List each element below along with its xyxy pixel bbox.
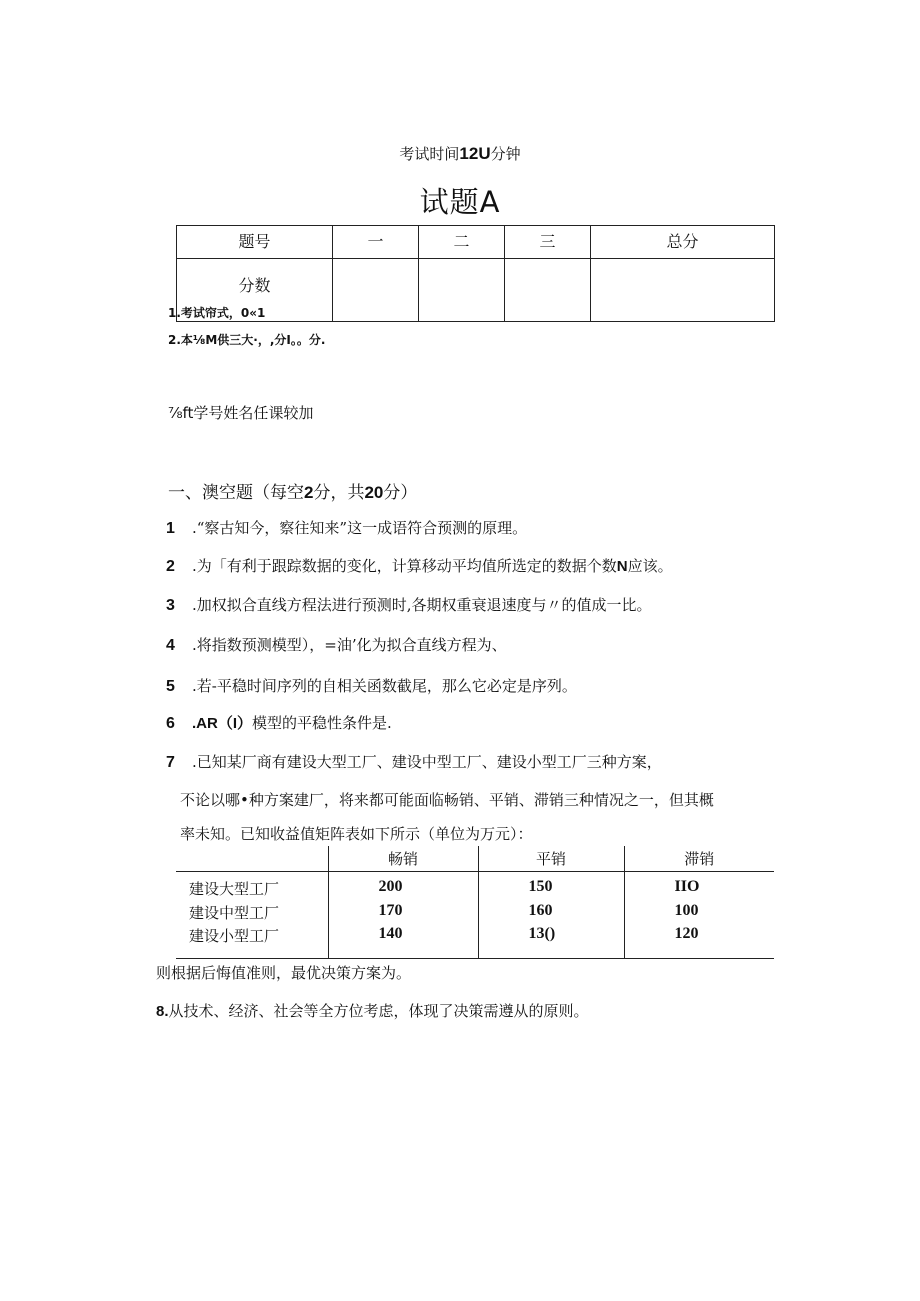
question-text-end: 应该。 <box>627 557 673 575</box>
cell-poor: 100 <box>624 902 774 925</box>
question-7 <box>166 751 662 772</box>
score-header-1: 一 <box>333 226 419 259</box>
question-6 <box>166 712 392 733</box>
section-points-each: 2 <box>304 483 314 502</box>
cell-fair: 13() <box>478 925 624 959</box>
payoff-table-bottom-rule <box>176 958 774 959</box>
cell-poor: IIO <box>624 872 774 903</box>
payoff-header-blank <box>176 846 328 872</box>
question-number: 4 <box>166 637 175 654</box>
cell-fair: 150 <box>478 872 624 903</box>
question-7-line-2: 不论以哪•种方案建厂，将来都可能面临畅销、平销、滞销三种情况之一，但其概 <box>180 791 714 809</box>
question-number: 7 <box>166 754 175 771</box>
question-5 <box>166 675 577 696</box>
row-label: 建设大型工厂 <box>189 880 280 898</box>
question-8 <box>156 1000 589 1021</box>
question-number: 1 <box>166 520 175 537</box>
cell-good: 170 <box>328 902 478 925</box>
question-text: 模型的平稳性条件是. <box>252 714 392 732</box>
score-header-3: 三 <box>505 226 591 259</box>
table-row <box>176 925 774 959</box>
table-row <box>176 902 774 925</box>
question-text: .为「有利于跟踪数据的变化，计算移动平均值所选定的数据个数 <box>192 557 617 575</box>
question-text: .“察古知今，察往知来”这一成语符合预测的原理。 <box>192 519 528 537</box>
question-2 <box>166 555 673 576</box>
cell-fair: 160 <box>478 902 624 925</box>
cell-good: 140 <box>328 925 478 959</box>
question-1 <box>166 517 527 538</box>
note-2: 2.本⅛M供三大·，,分I。。分. <box>168 333 326 347</box>
payoff-table <box>176 846 774 959</box>
section-points-total: 20 <box>364 483 384 502</box>
row-label: 建设小型工厂 <box>189 927 280 945</box>
question-number: 3 <box>166 597 175 614</box>
table-row <box>176 872 774 903</box>
section-mid: 分，共 <box>313 483 365 503</box>
question-4 <box>166 634 507 655</box>
question-number: 8. <box>156 1003 169 1020</box>
section-prefix: 一、澳空题（每空 <box>168 483 304 503</box>
note-1: 1.考试帘式，0«1 <box>168 306 266 320</box>
cell-poor: 120 <box>624 925 774 959</box>
question-number: 5 <box>166 678 175 695</box>
page-title: 试题A <box>419 185 501 219</box>
question-text: 从技术、经济、社会等全方位考虑，体现了决策需遵从的原则。 <box>168 1002 589 1020</box>
score-cell-total <box>591 259 775 322</box>
row-label: 建设中型工厂 <box>189 904 280 922</box>
question-text: .将指数预测模型），=油’化为拟合直线方程为、 <box>192 636 507 654</box>
question-text: .若-平稳时间序列的自相关函数截尾，那么它必定是序列。 <box>192 677 577 695</box>
cell-good: 200 <box>328 872 478 903</box>
payoff-header-good: 畅销 <box>328 846 478 872</box>
score-table <box>176 225 775 322</box>
score-header-2: 二 <box>419 226 505 259</box>
question-text: .已知某厂商有建设大型工厂、建设中型工厂、建设小型工厂三种方案， <box>192 753 662 771</box>
exam-time-value: 12U <box>459 144 491 163</box>
score-cell-1 <box>333 259 419 322</box>
score-cell-2 <box>419 259 505 322</box>
score-header-number: 题号 <box>177 226 333 259</box>
score-cell-3 <box>505 259 591 322</box>
student-info-line: ⅞ft学号姓名任课较加 <box>168 404 314 422</box>
score-header-total: 总分 <box>591 226 775 259</box>
payoff-header-fair: 平销 <box>478 846 624 872</box>
question-number: 2 <box>166 558 175 575</box>
question-3 <box>166 594 652 615</box>
question-text: .加权拟合直线方程法进行预测时,各期权重衰退速度与〃的值成一比。 <box>192 596 652 614</box>
exam-time-prefix: 考试时间 <box>399 145 460 163</box>
payoff-header-poor: 滞销 <box>624 846 774 872</box>
score-row-label: 分数 <box>177 259 333 322</box>
exam-time-suffix: 分钟 <box>490 145 521 163</box>
section-suffix: 分） <box>383 483 418 503</box>
after-table-text: 则根据后悔值准则，最优决策方案为。 <box>156 964 412 982</box>
exam-time <box>0 143 920 164</box>
question-bold: N <box>616 558 628 575</box>
question-number: 6 <box>166 715 175 732</box>
question-7-line-3: 率未知。已知收益值矩阵表如下所示（单位为万元）： <box>180 825 533 843</box>
question-bold: .AR（I） <box>192 715 253 732</box>
section-heading <box>168 478 417 503</box>
